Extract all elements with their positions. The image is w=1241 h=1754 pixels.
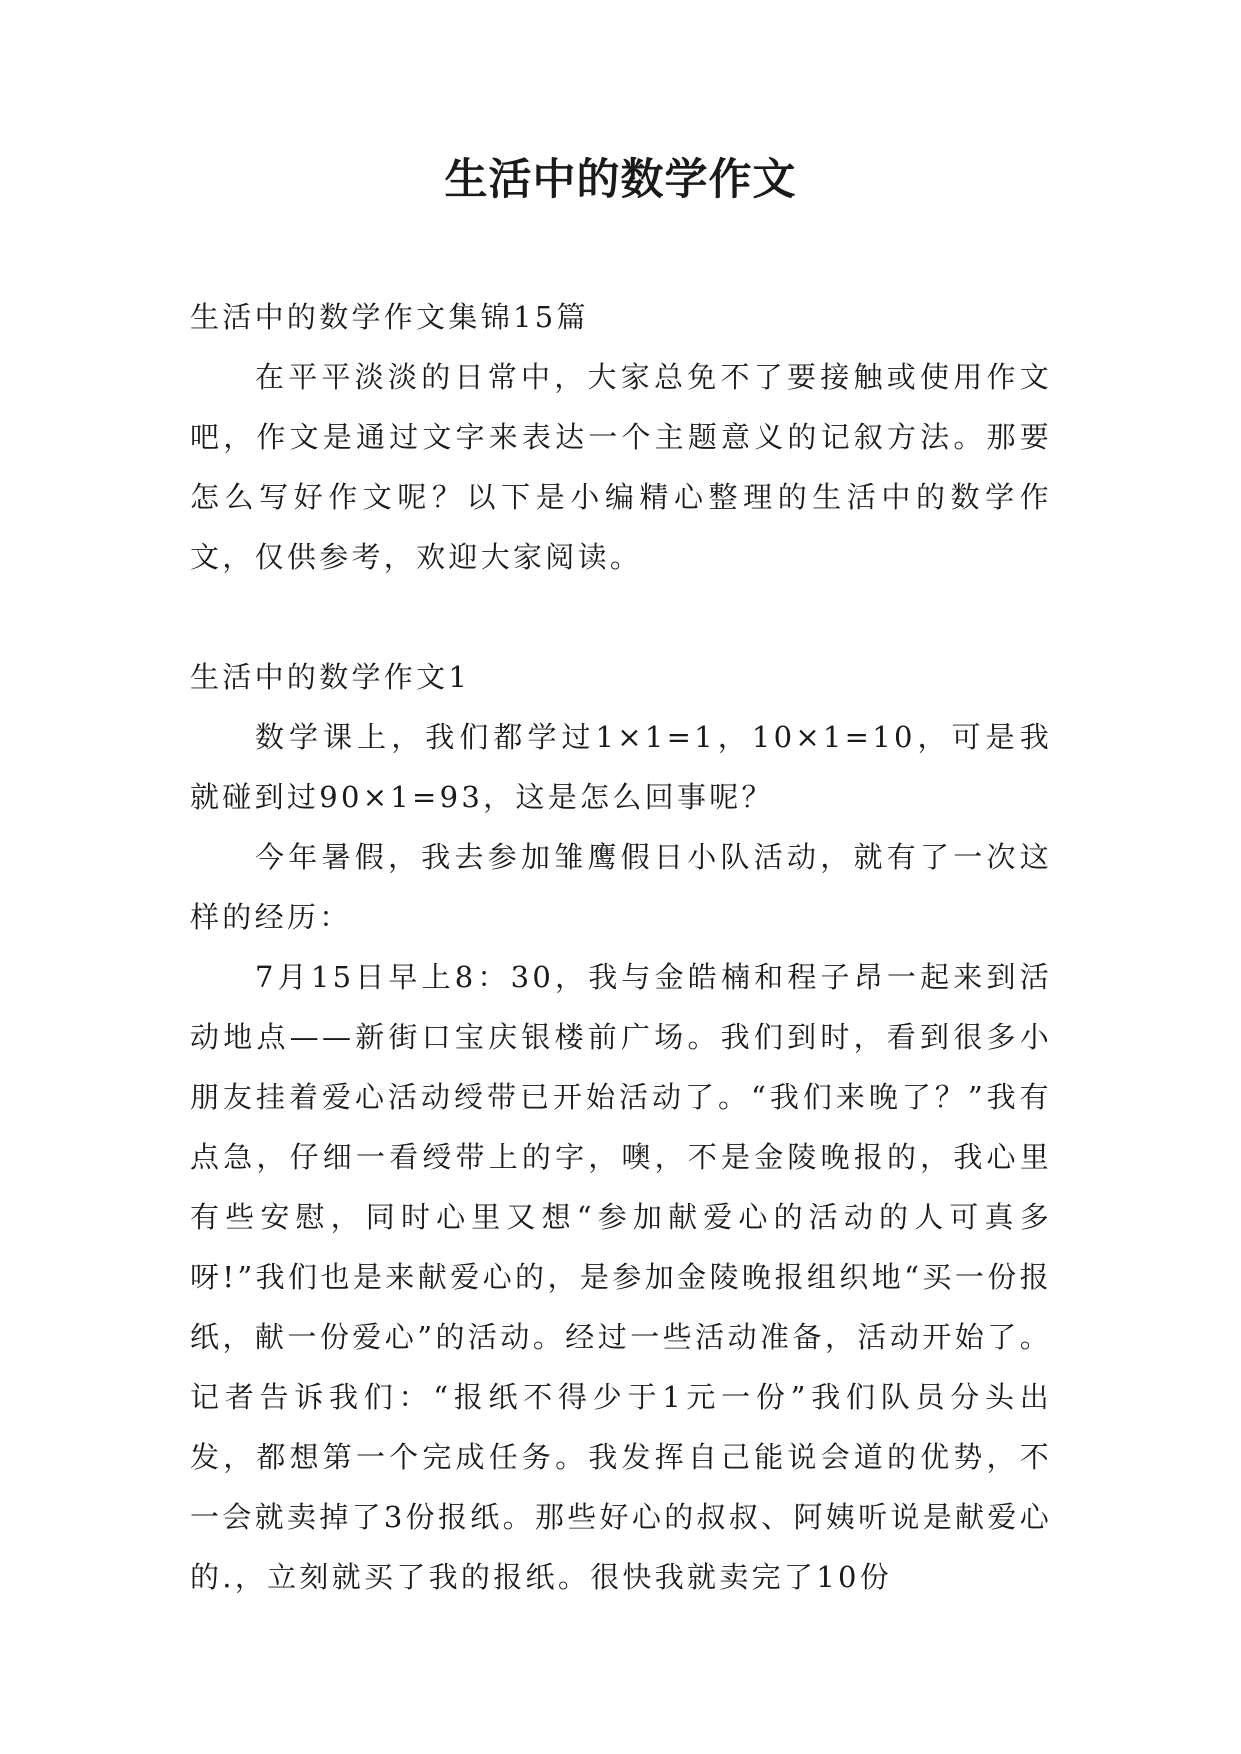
document-title: 生活中的数学作文 (444, 155, 797, 205)
document-body (190, 287, 1052, 1607)
section-paragraph-2: 今年暑假，我去参加雏鹰假日小队活动，就有了一次这样的经历： (190, 840, 1052, 934)
section-spacer (190, 587, 1052, 647)
section-paragraph-3: 7月15日早上8：30，我与金皓楠和程子昂一起来到活动地点——新街口宝庆银楼前广场。我们到时，看到很多小朋友挂着爱心活动绶带已开始活动了。“我们来晚了？”我有点急，仔细一看绶带上的字，噢，不是金陵晚报的，我心里有些安慰，同时心里又想“参加献爱心的活动的人可真多呀!”我们也是来献爱心的，是参加金陵晚报组织地“买一份报纸，献一份爱心”的活动。经过一些活动准备，活动开始了。记者告诉我们：“报纸不得少于1元一份”我们队员分头出发，都想第一个完成任务。我发挥自己能说会道的优势，不一会就卖掉了3份报纸。那些好心的叔叔、阿姨听说是献爱心的.，立刻就买了我的报纸。很快我就卖完了10份 (190, 960, 1052, 1594)
section-paragraph-1: 数学课上，我们都学过1×1=1，10×1=10，可是我就碰到过90×1=93，这是怎么回事呢？ (190, 720, 1052, 814)
intro-paragraph: 在平平淡淡的日常中，大家总免不了要接触或使用作文吧，作文是通过文字来表达一个主题意义的记叙方法。那要怎么写好作文呢？以下是小编精心整理的生活中的数学作文，仅供参考，欢迎大家阅读。 (190, 360, 1052, 574)
collection-subtitle: 生活中的数学作文集锦15篇 (190, 300, 589, 334)
section-heading: 生活中的数学作文1 (190, 660, 471, 694)
